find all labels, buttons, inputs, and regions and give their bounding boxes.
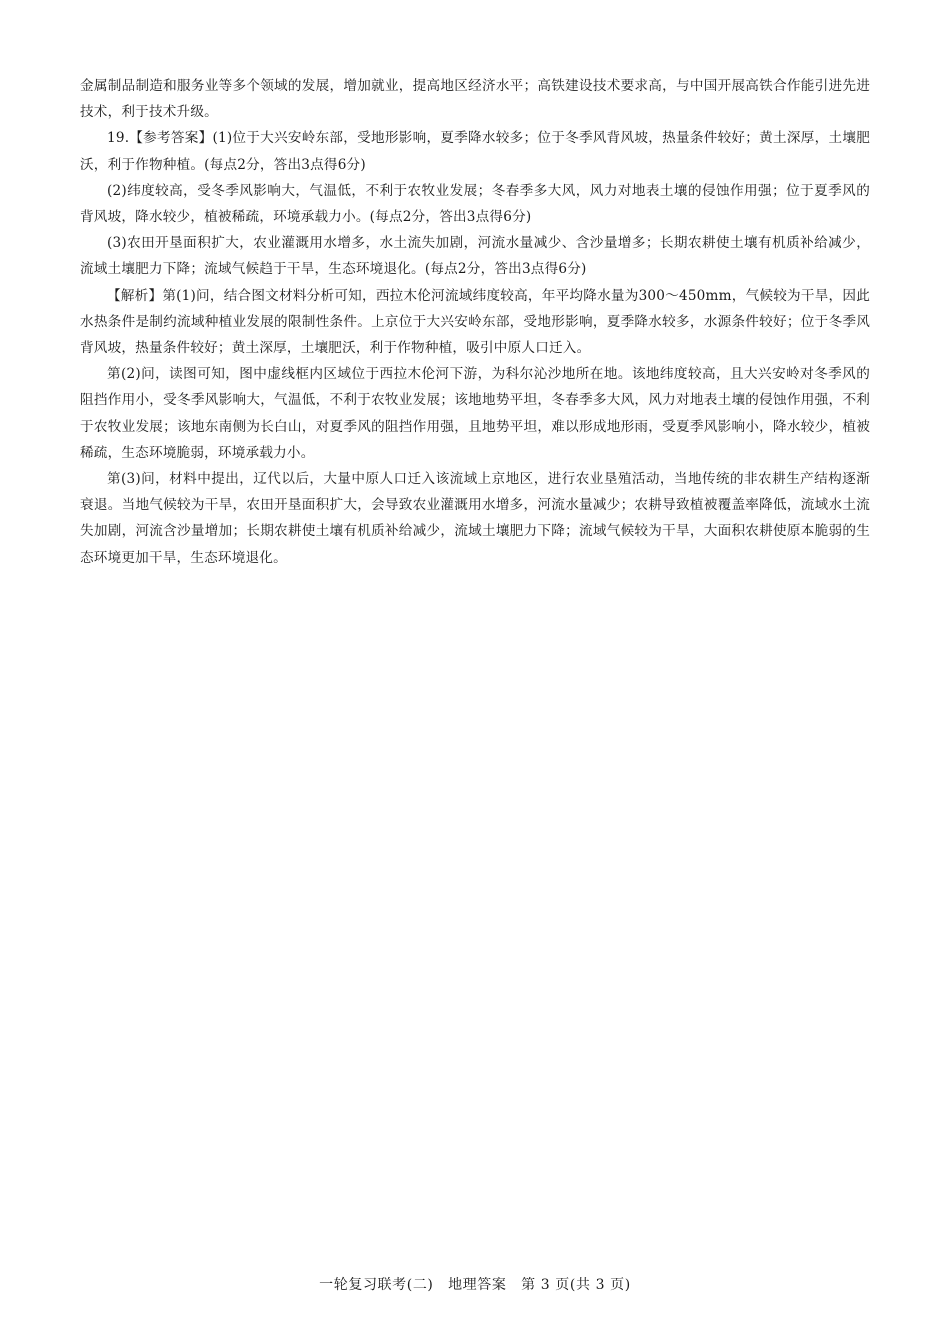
page-footer: 一轮复习联考(二) 地理答案 第 3 页(共 3 页) [319, 1277, 631, 1293]
analysis-part2: 第(2)问，读图可知，图中虚线框内区域位于西拉木伦河下游，为科尔沁沙地所在地。该地纬度较高，且大兴安岭对冬季风的阻挡作用小，受冬季风影响大，气温低，不利于农牧业发展；该地地势平坦，冬春季多大风，风力对地表土壤的侵蚀作用强，不利于农牧业发展；该地东南侧为长白山，对夏季风的阻挡作用强，且地势平坦，难以形成地形雨，受夏季风影响小，降水较少，植被稀疏，生态环境脆弱，环境承载力小。 [80, 366, 870, 461]
analysis-part3: 第(3)问，材料中提出，辽代以后，大量中原人口迁入该流域上京地区，进行农业垦殖活动，当地传统的非农耕生产结构逐渐衰退。当地气候较为干旱，农田开垦面积扩大，会导致农业灌溉用水增多，河流水量减少；农耕导致植被覆盖率降低，流域水土流失加剧，河流含沙量增加；长期农耕使土壤有机质补给减少，流域土壤肥力下降；流域气候较为干旱，大面积农耕使原本脆弱的生态环境更加干旱，生态环境退化。 [80, 471, 870, 566]
q19-answer-part1: 19.【参考答案】(1)位于大兴安岭东部，受地形影响，夏季降水较多；位于冬季风背风坡，热量条件较好；黄土深厚，土壤肥沃，利于作物种植。(每点2分，答出3点得6分) [80, 130, 870, 173]
q19-answer-part2: (2)纬度较高，受冬季风影响大，气温低，不利于农牧业发展；冬春季多大风，风力对地表土壤的侵蚀作用强；位于夏季风的背风坡，降水较少，植被稀疏，环境承载力小。(每点2分，答出3点得6分) [80, 182, 870, 226]
continuation-paragraph: 金属制品制造和服务业等多个领域的发展，增加就业，提高地区经济水平；高铁建设技术要求高，与中国开展高铁合作能引进先进技术，利于技术升级。 [80, 78, 870, 121]
analysis-part1: 【解析】第(1)问，结合图文材料分析可知，西拉木伦河流域纬度较高，年平均降水量为300～450mm，气候较为干旱，因此水热条件是制约流域种植业发展的限制性条件。上京位于大兴安岭东部，受地形影响，夏季降水较多，水源条件较好；位于冬季风背风坡，热量条件较好；黄土深厚，土壤肥沃，利于作物种植，吸引中原人口迁入。 [80, 287, 870, 357]
q19-answer-part3: (3)农田开垦面积扩大，农业灌溉用水增多，水土流失加剧，河流水量减少、含沙量增多；长期农耕使土壤有机质补给减少，流域土壤肥力下降；流域气候趋于干旱，生态环境退化。(每点2分，答出3点得6分) [80, 235, 870, 278]
answer-content [80, 73, 870, 571]
